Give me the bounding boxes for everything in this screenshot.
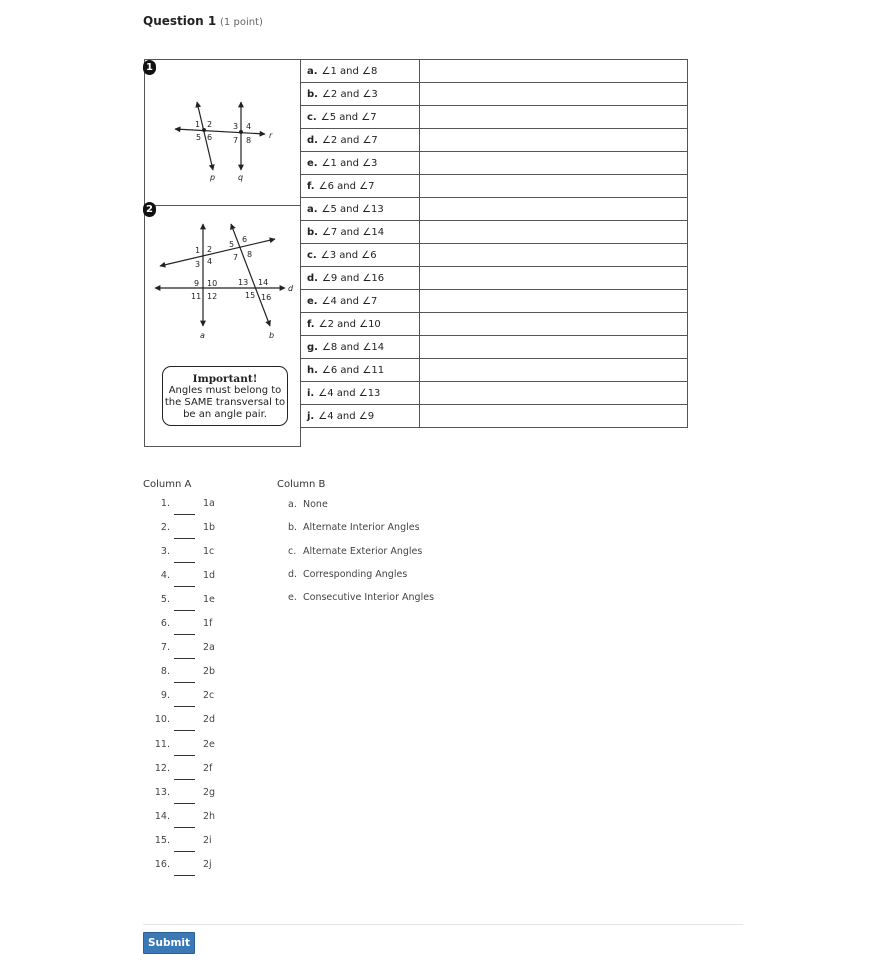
column-b-option [288, 546, 422, 557]
column-b-text: Consecutive Interior Angles [303, 592, 435, 604]
angle-pair-text: ∠2 and ∠7 [321, 134, 378, 146]
column-a-number: 10. [154, 714, 170, 726]
column-a-number: 7. [160, 642, 170, 654]
angle-pair-answer-cell [419, 83, 687, 106]
column-a-item [143, 666, 263, 690]
column-a-heading: Column A [143, 479, 192, 490]
angle-pair-label [301, 336, 420, 359]
column-b-heading: Column B [277, 479, 326, 490]
angle-pair-text: ∠2 and ∠3 [321, 88, 378, 100]
angle-pair-label [301, 83, 420, 106]
f2-line-d: d [288, 284, 294, 293]
angle-pair-answer-cell [419, 359, 687, 382]
angle-pair-label [301, 267, 420, 290]
f2-angle-16: 16 [261, 293, 272, 302]
answer-blank-input[interactable] [174, 833, 195, 852]
column-b-letter: e. [288, 592, 297, 604]
f1-angle-1: 1 [195, 120, 201, 129]
angle-pair-letter: i. [307, 387, 315, 399]
f2-angle-9: 9 [194, 279, 200, 288]
f1-line-p: p [210, 173, 216, 182]
answer-blank-input[interactable] [174, 857, 195, 876]
column-a-number: 8. [160, 666, 170, 678]
divider [143, 924, 743, 925]
column-a-item [143, 787, 263, 811]
f1-line-q: q [238, 173, 244, 182]
f2-angle-3: 3 [195, 260, 201, 269]
angle-pair-text: ∠6 and ∠11 [321, 364, 385, 376]
angle-pair-label [301, 359, 420, 382]
column-a-number: 11. [154, 738, 170, 750]
angle-pair-row [301, 359, 688, 382]
column-a-number: 15. [154, 834, 170, 846]
f2-angle-15: 15 [245, 291, 256, 300]
question-points: (1 point) [220, 17, 263, 28]
angle-pair-text: ∠4 and ∠7 [321, 295, 378, 307]
angle-pair-text: ∠4 and ∠13 [318, 387, 381, 399]
f1-angle-4: 4 [246, 122, 252, 131]
column-a-number: 13. [154, 786, 170, 798]
f2-angle-14: 14 [258, 278, 269, 287]
column-b-text: Corresponding Angles [303, 568, 408, 580]
angle-pair-row [301, 83, 688, 106]
important-heading: Important! [192, 373, 258, 385]
column-b-letter: a. [288, 499, 297, 510]
column-a-item [143, 763, 263, 787]
angle-pair-answer-cell [419, 175, 687, 198]
f2-angle-4: 4 [207, 257, 213, 266]
column-a-label: 2g [203, 786, 216, 798]
angle-pair-letter: h. [307, 364, 318, 376]
f2-angle-2: 2 [207, 245, 213, 254]
f2-angle-12: 12 [207, 292, 218, 301]
angle-pair-letter: a. [307, 65, 318, 77]
column-a-item [143, 618, 263, 642]
angle-pair-text: ∠3 and ∠6 [320, 249, 377, 261]
column-a-number: 1. [160, 498, 170, 509]
angle-pair-label [301, 405, 420, 428]
f2-angle-10: 10 [207, 279, 218, 288]
angle-pairs-table [300, 59, 688, 428]
angle-pair-row [301, 198, 688, 221]
column-b-option [288, 499, 328, 510]
column-a-number: 5. [160, 594, 170, 606]
answer-blank-input[interactable] [174, 809, 195, 828]
answer-blank-input[interactable] [174, 616, 195, 635]
column-a-label: 2d [203, 714, 216, 726]
column-a-number: 4. [160, 570, 170, 582]
column-a-label: 2b [203, 666, 216, 678]
important-line-3: be an angle pair. [183, 409, 267, 420]
column-b-option [288, 592, 434, 603]
column-a-item [143, 739, 263, 763]
answer-blank-input[interactable] [174, 496, 195, 515]
column-a-label: 2c [203, 690, 215, 702]
f1-angle-7: 7 [233, 136, 239, 145]
f2-angle-5: 5 [229, 240, 235, 249]
column-a-item [143, 714, 263, 738]
problem-2-badge: 2 [143, 202, 156, 217]
column-a-number: 6. [160, 618, 170, 630]
answer-blank-input[interactable] [174, 712, 195, 731]
angle-pair-answer-cell [419, 336, 687, 359]
angle-pair-text: ∠4 and ∠9 [318, 410, 375, 422]
angle-pair-answer-cell [419, 221, 687, 244]
angle-pair-answer-cell [419, 129, 687, 152]
answer-blank-input[interactable] [174, 664, 195, 683]
angle-pair-answer-cell [419, 290, 687, 313]
column-a-label: 1a [203, 498, 215, 509]
angle-pair-text: ∠1 and ∠8 [321, 65, 378, 77]
angle-pair-letter: g. [307, 341, 318, 353]
submit-button[interactable]: Submit [143, 932, 195, 954]
column-b-text: Alternate Exterior Angles [303, 545, 423, 557]
angle-pair-answer-cell [419, 405, 687, 428]
answer-blank-input[interactable] [174, 688, 195, 707]
column-a-item [143, 498, 263, 522]
angle-pair-text: ∠5 and ∠7 [320, 111, 377, 123]
angle-pair-letter: f. [307, 318, 315, 330]
angle-pair-label [301, 60, 420, 83]
angle-pair-label [301, 244, 420, 267]
column-b-letter: c. [288, 545, 297, 557]
column-a-label: 1e [203, 594, 215, 606]
angle-pair-answer-cell [419, 152, 687, 175]
angle-pair-letter: b. [307, 226, 318, 238]
angle-pair-text: ∠8 and ∠14 [321, 341, 385, 353]
f2-angle-6: 6 [242, 235, 248, 244]
angle-pair-row [301, 313, 688, 336]
angle-pair-label [301, 313, 420, 336]
answer-blank-input[interactable] [174, 761, 195, 780]
f2-angle-1: 1 [195, 246, 201, 255]
angle-pair-text: ∠1 and ∠3 [321, 157, 378, 169]
angle-pair-answer-cell [419, 60, 687, 83]
column-a-number: 12. [154, 762, 170, 774]
angle-pair-label [301, 221, 420, 244]
angle-pair-label [301, 198, 420, 221]
figure-1-box [144, 59, 301, 206]
column-a-number: 2. [160, 522, 170, 534]
worksheet-image [144, 59, 688, 447]
question-title: Question 1 [143, 14, 217, 28]
angle-pair-row [301, 106, 688, 129]
f2-line-b: b [269, 331, 275, 340]
column-b-text: Alternate Interior Angles [303, 522, 420, 534]
column-a-item [143, 546, 263, 570]
figure-2-box [144, 205, 301, 447]
f1-angle-5: 5 [196, 133, 202, 142]
angle-pair-text: ∠9 and ∠16 [321, 272, 385, 284]
f1-angle-6: 6 [207, 133, 213, 142]
angle-pair-row [301, 290, 688, 313]
important-note [162, 366, 288, 426]
angle-pair-label [301, 382, 420, 405]
important-line-1: Angles must belong to [168, 385, 282, 396]
angle-pair-letter: d. [307, 134, 318, 146]
answer-blank-input[interactable] [174, 737, 195, 756]
angle-pair-row [301, 267, 688, 290]
column-a-label: 1f [203, 618, 213, 630]
angle-pair-row [301, 382, 688, 405]
angle-pair-letter: a. [307, 203, 318, 215]
angle-pair-letter: c. [307, 249, 317, 261]
f1-angle-3: 3 [233, 122, 239, 131]
angle-pair-label [301, 290, 420, 313]
column-a-label: 2f [203, 762, 213, 774]
angle-pair-row [301, 221, 688, 244]
column-a-number: 3. [160, 546, 170, 558]
column-a-label: 2h [203, 810, 216, 822]
column-a-item [143, 570, 263, 594]
figure-1-diagram [145, 60, 300, 205]
angle-pair-label [301, 106, 420, 129]
column-a-item [143, 522, 263, 546]
answer-blank-input[interactable] [174, 785, 195, 804]
column-b-letter: d. [288, 568, 298, 580]
column-a-item [143, 594, 263, 618]
angle-pair-label [301, 129, 420, 152]
column-a-label: 1c [203, 546, 215, 558]
column-a-number: 14. [154, 810, 170, 822]
angle-pair-letter: e. [307, 295, 318, 307]
column-b-option [288, 569, 407, 580]
angle-pair-answer-cell [419, 313, 687, 336]
column-a-item [143, 859, 263, 883]
angle-pair-text: ∠2 and ∠10 [318, 318, 381, 330]
f2-angle-8: 8 [247, 250, 253, 259]
column-a-label: 2e [203, 738, 215, 750]
column-a-number: 16. [154, 858, 170, 870]
angle-pair-text: ∠7 and ∠14 [321, 226, 385, 238]
problem-1-badge: 1 [143, 60, 156, 75]
angle-pair-letter: e. [307, 157, 318, 169]
angle-pair-answer-cell [419, 382, 687, 405]
angle-pair-letter: c. [307, 111, 317, 123]
angle-pair-text: ∠5 and ∠13 [321, 203, 384, 215]
important-line-2: the SAME transversal to [164, 397, 286, 408]
angle-pair-answer-cell [419, 244, 687, 267]
angle-pair-text: ∠6 and ∠7 [318, 180, 375, 192]
answer-blank-input[interactable] [174, 520, 195, 539]
angle-pair-answer-cell [419, 198, 687, 221]
column-b-option [288, 522, 420, 533]
angle-pair-row [301, 175, 688, 198]
angle-pair-letter: b. [307, 88, 318, 100]
f2-angle-13: 13 [238, 278, 249, 287]
answer-blank-input[interactable] [174, 544, 195, 563]
angle-pair-letter: d. [307, 272, 318, 284]
angle-pair-answer-cell [419, 267, 687, 290]
angle-pair-row [301, 244, 688, 267]
question-header [143, 14, 263, 28]
angle-pair-label [301, 152, 420, 175]
column-b-letter: b. [288, 522, 298, 534]
angle-pair-row [301, 152, 688, 175]
f1-line-r: r [269, 131, 273, 140]
answer-blank-input[interactable] [174, 640, 195, 659]
column-a-label: 1d [203, 570, 216, 582]
f1-angle-2: 2 [207, 120, 213, 129]
angle-pair-row [301, 405, 688, 428]
column-a-label: 2a [203, 642, 215, 654]
column-a-item [143, 811, 263, 835]
column-a-item [143, 835, 263, 859]
angle-pair-letter: f. [307, 180, 315, 192]
angle-pair-answer-cell [419, 106, 687, 129]
angle-pair-row [301, 129, 688, 152]
column-a-label: 2i [203, 834, 212, 846]
column-a-label: 1b [203, 522, 216, 534]
angle-pair-letter: j. [307, 410, 315, 422]
column-a-label: 2j [203, 858, 212, 870]
f2-line-a: a [200, 331, 205, 340]
column-a-number: 9. [160, 690, 170, 702]
column-a-item [143, 690, 263, 714]
f2-angle-11: 11 [191, 292, 202, 301]
angle-pair-label [301, 175, 420, 198]
answer-blank-input[interactable] [174, 568, 195, 587]
answer-blank-input[interactable] [174, 592, 195, 611]
column-b-text: None [303, 499, 328, 510]
angle-pair-row [301, 336, 688, 359]
f2-angle-7: 7 [233, 253, 239, 262]
angle-pair-row [301, 60, 688, 83]
f1-angle-8: 8 [246, 136, 252, 145]
column-a-item [143, 642, 263, 666]
